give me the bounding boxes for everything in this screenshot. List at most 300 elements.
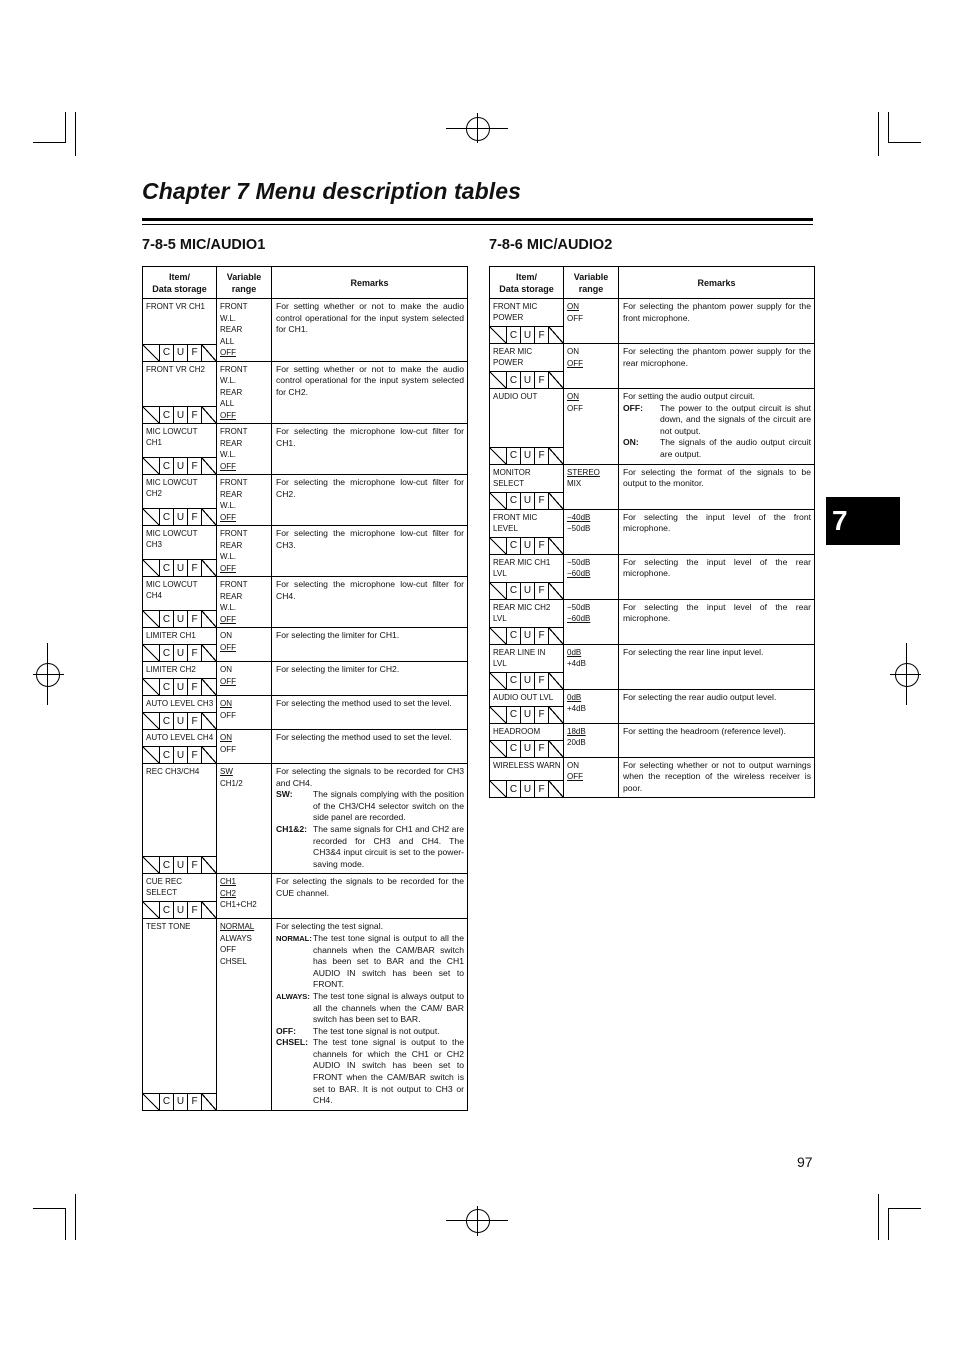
data-storage-cuf — [490, 492, 563, 509]
storage-c: C — [506, 673, 520, 689]
variable-range-cell — [217, 577, 272, 628]
storage-f: F — [534, 628, 548, 644]
remarks-text: For selecting the microphone low-cut filter for CH2. — [276, 477, 464, 499]
variable-range-cell — [217, 764, 272, 874]
storage-c: C — [159, 560, 173, 576]
range-value: OFF — [220, 945, 236, 955]
range-value: FRONT — [220, 302, 248, 311]
slash-mark — [548, 327, 563, 343]
slash-mark — [490, 327, 506, 343]
slash-mark — [143, 407, 159, 423]
range-value: OFF — [220, 710, 236, 720]
slash-mark — [143, 509, 159, 525]
default-value: OFF — [220, 512, 236, 522]
item-name: MIC LOWCUT CH1 — [146, 427, 198, 447]
data-storage-cuf — [143, 856, 216, 873]
item-name: MIC LOWCUT CH3 — [146, 529, 198, 549]
storage-u: U — [173, 747, 187, 763]
remarks-text: For selecting the limiter for CH2. — [276, 664, 400, 674]
item-name: LVL — [493, 568, 507, 578]
data-storage-cuf — [490, 582, 563, 599]
storage-f: F — [187, 458, 201, 474]
table-row — [143, 361, 468, 424]
table-row — [143, 628, 468, 662]
storage-c: C — [506, 628, 520, 644]
variable-range-cell — [217, 662, 272, 696]
slash-mark — [201, 345, 216, 361]
slash-mark — [548, 673, 563, 689]
item-cell — [143, 662, 217, 696]
slash-mark — [548, 493, 563, 509]
default-value: 0dB — [567, 647, 582, 657]
storage-c: C — [159, 747, 173, 763]
remarks-text: For setting whether or not to make the audio control operational for the input system selected for CH2. — [276, 363, 464, 397]
data-storage-cuf — [490, 740, 563, 757]
default-value: OFF — [220, 676, 236, 686]
variable-range-cell — [217, 696, 272, 730]
storage-f: F — [187, 857, 201, 873]
slash-mark — [201, 902, 216, 918]
default-value: SW — [220, 767, 233, 776]
remarks-cell — [619, 644, 815, 689]
storage-u: U — [520, 538, 534, 554]
remarks-cell — [272, 764, 468, 874]
item-name: REAR LINE IN LVL — [493, 647, 546, 668]
item-name: REAR MIC CH1 — [493, 557, 551, 567]
data-storage-cuf — [143, 644, 216, 661]
table-row — [143, 299, 468, 362]
remarks-text: For selecting the input level of the front microphone. — [623, 511, 811, 534]
data-storage-cuf — [143, 344, 216, 361]
item-name: HEADROOM — [493, 726, 541, 736]
default-value: ON — [567, 302, 579, 311]
remarks-cell — [272, 424, 468, 475]
range-value: W.L. — [220, 552, 237, 561]
storage-f: F — [187, 679, 201, 695]
remarks-cell — [272, 874, 468, 919]
header-variable-range: Variable range — [564, 267, 619, 299]
variable-range-cell — [564, 554, 619, 599]
remarks-text: For selecting the microphone low-cut filter for CH3. — [276, 528, 464, 550]
item-cell — [143, 577, 217, 628]
term-description: The test tone signal is output to the channels for which the CH1 or CH2 AUDIO IN switch has been set to FRONT when the CAM/BAR switch is set to BAR. It is not output to CH3 or CH4. — [313, 1037, 464, 1106]
remarks-text: For selecting the input level of the rear microphone. — [623, 556, 811, 579]
remarks-cell — [272, 696, 468, 730]
default-value: OFF — [220, 642, 236, 652]
header-item: Item/ Data storage — [143, 267, 217, 299]
slash-mark — [201, 747, 216, 763]
table-row — [143, 696, 468, 730]
item-cell — [143, 299, 217, 362]
remarks-cell — [272, 919, 468, 1111]
default-value: STEREO — [567, 467, 600, 477]
remarks-text: For selecting whether or not to output warnings when the reception of the wireless receiver is poor. — [623, 759, 811, 793]
storage-c: C — [159, 1094, 173, 1110]
default-value: CH1 — [220, 877, 237, 887]
item-cell — [490, 689, 564, 723]
table-row — [143, 475, 468, 526]
chapter-title: Chapter 7 Menu description tables — [142, 178, 522, 204]
table-row — [490, 344, 815, 389]
item-name: REAR MIC POWER — [493, 347, 533, 367]
remarks-text: For setting the headroom (reference level). — [623, 725, 786, 736]
remarks-term — [623, 437, 811, 460]
storage-c: C — [506, 538, 520, 554]
storage-c: C — [159, 645, 173, 661]
item-name: POWER — [493, 313, 524, 322]
table-row — [490, 299, 815, 344]
item-name: LIMITER CH1 — [146, 631, 196, 640]
variable-range-cell — [217, 874, 272, 919]
range-value: REAR — [220, 387, 243, 397]
table-row — [490, 464, 815, 509]
data-storage-cuf — [143, 712, 216, 729]
item-cell — [490, 509, 564, 554]
storage-u: U — [520, 327, 534, 343]
default-value: CH2 — [220, 888, 237, 898]
storage-u: U — [173, 902, 187, 918]
slash-mark — [201, 458, 216, 474]
variable-range-cell — [217, 919, 272, 1111]
storage-u: U — [520, 583, 534, 599]
range-value: CH1/2 — [220, 778, 243, 788]
storage-f: F — [534, 372, 548, 388]
data-storage-cuf — [490, 672, 563, 689]
slash-mark — [548, 741, 563, 757]
remarks-term — [276, 1026, 464, 1038]
storage-c: C — [506, 583, 520, 599]
table-row — [490, 554, 815, 599]
remarks-cell — [272, 662, 468, 696]
range-value: CHSEL — [220, 956, 247, 966]
item-cell — [490, 757, 564, 798]
variable-range-cell — [564, 723, 619, 757]
default-value: OFF — [220, 614, 236, 624]
slash-mark — [143, 611, 159, 627]
remarks-text: For selecting the input level of the rear microphone. — [623, 601, 811, 624]
default-value: OFF — [567, 358, 583, 368]
range-value: OFF — [220, 744, 236, 754]
slash-mark — [490, 741, 506, 757]
slash-mark — [143, 713, 159, 729]
remarks-cell — [272, 475, 468, 526]
range-value: REAR — [220, 591, 243, 601]
slash-mark — [201, 509, 216, 525]
range-value: REAR — [220, 325, 243, 334]
remarks-cell — [272, 526, 468, 577]
storage-c: C — [506, 493, 520, 509]
range-value: +4dB — [567, 659, 586, 669]
storage-u: U — [173, 1094, 187, 1110]
remarks-cell — [619, 757, 815, 798]
storage-u: U — [173, 679, 187, 695]
storage-f: F — [187, 345, 201, 361]
remarks-cell — [272, 299, 468, 362]
storage-c: C — [506, 448, 520, 464]
remarks-text: For selecting the microphone low-cut filter for CH4. — [276, 579, 464, 601]
data-storage-cuf — [490, 537, 563, 554]
term-description: The power to the output circuit is shut down, and the signals of the circuit are not output. — [660, 402, 811, 436]
slash-mark — [143, 345, 159, 361]
data-storage-cuf — [143, 678, 216, 695]
remarks-cell — [619, 464, 815, 509]
remarks-term — [276, 824, 464, 870]
storage-f: F — [187, 611, 201, 627]
default-value: −60dB — [567, 614, 591, 624]
remarks-cell — [619, 389, 815, 465]
data-storage-cuf — [143, 746, 216, 763]
data-storage-cuf — [490, 706, 563, 723]
remarks-cell — [272, 628, 468, 662]
storage-f: F — [187, 509, 201, 525]
storage-u: U — [520, 448, 534, 464]
variable-range-cell — [564, 509, 619, 554]
storage-f: F — [187, 560, 201, 576]
slash-mark — [548, 707, 563, 723]
data-storage-cuf — [490, 627, 563, 644]
variable-range-cell — [217, 526, 272, 577]
storage-u: U — [520, 493, 534, 509]
term-description: The test tone signal is not output. — [313, 1025, 440, 1036]
item-name: AUDIO OUT LVL — [493, 692, 554, 702]
storage-f: F — [534, 583, 548, 599]
item-cell — [143, 526, 217, 577]
range-value: FRONT — [220, 427, 248, 436]
data-storage-cuf — [143, 559, 216, 576]
slash-mark — [143, 645, 159, 661]
slash-mark — [548, 372, 563, 388]
item-cell — [490, 464, 564, 509]
remarks-text: For setting whether or not to make the audio control operational for the input system selected for CH1. — [276, 301, 464, 335]
storage-c: C — [506, 781, 520, 797]
slash-mark — [143, 747, 159, 763]
slash-mark — [548, 538, 563, 554]
item-cell — [143, 874, 217, 919]
slash-mark — [201, 679, 216, 695]
remarks-cell — [272, 730, 468, 764]
data-storage-cuf — [143, 508, 216, 525]
range-value: −50dB — [567, 602, 591, 612]
storage-f: F — [534, 781, 548, 797]
remarks-cell — [619, 599, 815, 644]
slash-mark — [490, 707, 506, 723]
storage-u: U — [520, 741, 534, 757]
range-value: FRONT — [220, 478, 248, 487]
term-description: The same signals for CH1 and CH2 are recorded for CH3 and CH4. The CH3&4 input circuit is set to the power-saving mode. — [313, 823, 464, 869]
data-storage-cuf — [143, 406, 216, 423]
header-remarks: Remarks — [619, 267, 815, 299]
remarks-cell — [272, 577, 468, 628]
remarks-term — [276, 1037, 464, 1107]
term-key: ALWAYS: — [276, 991, 310, 1001]
variable-range-cell — [564, 644, 619, 689]
default-value: ON — [567, 392, 579, 401]
storage-u: U — [520, 673, 534, 689]
item-name: LVL — [493, 613, 507, 623]
slash-mark — [490, 448, 506, 464]
slash-mark — [143, 458, 159, 474]
slash-mark — [201, 560, 216, 576]
range-value: OFF — [567, 403, 583, 413]
table-row — [143, 662, 468, 696]
default-value: OFF — [220, 348, 236, 357]
slash-mark — [201, 1094, 216, 1110]
item-cell — [143, 424, 217, 475]
data-storage-cuf — [490, 780, 563, 797]
variable-range-cell — [217, 424, 272, 475]
table-row — [490, 757, 815, 798]
page-number: 97 — [797, 1154, 813, 1170]
default-value: OFF — [220, 563, 236, 573]
item-name: WIRELESS WARN — [493, 760, 561, 770]
storage-c: C — [159, 345, 173, 361]
storage-u: U — [173, 713, 187, 729]
storage-f: F — [187, 902, 201, 918]
item-cell — [143, 475, 217, 526]
remarks-cell — [619, 689, 815, 723]
item-name: AUTO LEVEL CH3 — [146, 699, 214, 708]
slash-mark — [548, 583, 563, 599]
term-description: The test tone signal is always output to all the channels when the CAM/ BAR switch has been set to BAR. — [313, 990, 464, 1025]
variable-range-cell — [217, 299, 272, 362]
storage-u: U — [173, 560, 187, 576]
item-cell — [143, 696, 217, 730]
table-row — [143, 577, 468, 628]
item-name: FRONT MIC — [493, 302, 538, 311]
header-item: Item/ Data storage — [490, 267, 564, 299]
remarks-text: For selecting the signals to be recorded for the CUE channel. — [276, 876, 464, 898]
item-cell — [143, 764, 217, 874]
term-key: SW: — [276, 789, 293, 800]
storage-c: C — [159, 407, 173, 423]
storage-u: U — [173, 458, 187, 474]
variable-range-cell — [564, 689, 619, 723]
storage-u: U — [173, 407, 187, 423]
item-name: FRONT MIC LEVEL — [493, 512, 538, 533]
term-description: The signals complying with the position of the CH3/CH4 selector switch on the side panel are recorded. — [313, 789, 464, 823]
header-remarks: Remarks — [272, 267, 468, 299]
slash-mark — [143, 1094, 159, 1110]
table-row — [143, 764, 468, 874]
remarks-cell — [619, 554, 815, 599]
remarks-term — [276, 933, 464, 991]
title-rule — [142, 218, 813, 221]
data-storage-cuf — [490, 371, 563, 388]
storage-u: U — [173, 857, 187, 873]
variable-range-cell — [217, 628, 272, 662]
slash-mark — [548, 628, 563, 644]
item-cell — [490, 644, 564, 689]
slash-mark — [490, 628, 506, 644]
slash-mark — [143, 902, 159, 918]
slash-mark — [490, 583, 506, 599]
data-storage-cuf — [143, 901, 216, 918]
section-title-mic-audio2: 7-8-6 MIC/AUDIO2 — [489, 237, 613, 253]
remarks-text: For selecting the signals to be recorded for CH3 and CH4. — [276, 766, 464, 788]
item-cell — [143, 730, 217, 764]
table-row — [490, 689, 815, 723]
range-value: FRONT — [220, 364, 248, 374]
table-row — [143, 526, 468, 577]
storage-u: U — [173, 645, 187, 661]
data-storage-cuf — [490, 447, 563, 464]
storage-f: F — [534, 673, 548, 689]
remarks-cell — [619, 509, 815, 554]
range-value: FRONT — [220, 529, 248, 538]
slash-mark — [490, 372, 506, 388]
range-value: REAR — [220, 438, 243, 448]
storage-c: C — [506, 707, 520, 723]
term-key: CHSEL: — [276, 1037, 308, 1048]
term-key: OFF: — [276, 1025, 297, 1036]
section-title-mic-audio1: 7-8-5 MIC/AUDIO1 — [142, 237, 266, 253]
variable-range-cell — [564, 757, 619, 798]
storage-c: C — [159, 902, 173, 918]
mic-audio1-table — [142, 266, 468, 1111]
storage-f: F — [534, 538, 548, 554]
item-cell — [143, 628, 217, 662]
range-value: MIX — [567, 479, 582, 489]
storage-f: F — [534, 741, 548, 757]
slash-mark — [548, 781, 563, 797]
data-storage-cuf — [143, 457, 216, 474]
item-name: TEST TONE — [146, 922, 191, 932]
table-row — [490, 509, 815, 554]
slash-mark — [490, 781, 506, 797]
slash-mark — [201, 713, 216, 729]
item-cell — [490, 554, 564, 599]
storage-c: C — [159, 857, 173, 873]
range-value: ALL — [220, 399, 235, 408]
default-value: OFF — [220, 461, 236, 471]
range-value: W.L. — [220, 313, 237, 323]
table-row — [143, 919, 468, 1111]
remarks-text: For selecting the microphone low-cut filter for CH1. — [276, 426, 464, 448]
range-value: ON — [567, 760, 579, 770]
range-value: 20dB — [567, 738, 586, 748]
storage-f: F — [534, 327, 548, 343]
item-cell — [490, 723, 564, 757]
storage-c: C — [159, 679, 173, 695]
remarks-text: For selecting the test signal. — [276, 921, 383, 932]
table-row — [490, 723, 815, 757]
storage-f: F — [534, 493, 548, 509]
storage-c: C — [159, 713, 173, 729]
default-value: NORMAL — [220, 922, 255, 932]
storage-c: C — [159, 458, 173, 474]
item-name: MONITOR SELECT — [493, 467, 531, 488]
storage-f: F — [187, 645, 201, 661]
data-storage-cuf — [143, 1093, 216, 1110]
storage-c: C — [506, 372, 520, 388]
storage-f: F — [187, 747, 201, 763]
storage-f: F — [534, 448, 548, 464]
storage-f: F — [187, 713, 201, 729]
remarks-term — [276, 789, 464, 824]
default-value: −40dB — [567, 512, 591, 522]
term-description: The signals of the audio output circuit are output. — [660, 437, 811, 459]
variable-range-cell — [217, 730, 272, 764]
range-value: REAR — [220, 489, 243, 499]
table-row — [143, 730, 468, 764]
default-value: −60dB — [567, 569, 591, 579]
remarks-text: For selecting the phantom power supply for the rear microphone. — [623, 346, 811, 368]
range-value: −50dB — [567, 557, 591, 567]
item-name: MIC LOWCUT CH2 — [146, 478, 198, 498]
variable-range-cell — [564, 464, 619, 509]
variable-range-cell — [217, 475, 272, 526]
storage-c: C — [159, 509, 173, 525]
